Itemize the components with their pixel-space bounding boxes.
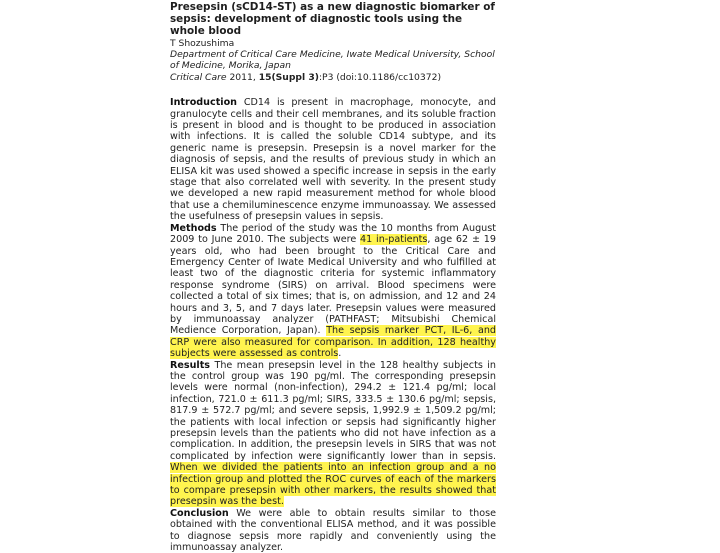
results-text-1: The mean presepsin level in the 128 healthy subjects in the control group was 190 pg/ml. The corresponding presepsin levels were normal (non-infection), 294.2 ± 121.4 pg/ml; local infection, 721.0 ± 611.3 pg/ml; SIRS, 333.5 ± 130.6 pg/ml; sepsis, 817.9 ± 572.7 pg/ml; and severe sepsis, 1,992.9 ± 1,509.2 pg/ml; the patients with local infection or sepsis had significantly higher presepsin levels than the patients who did not have infection as a complication. In addition, the presepsin levels in SIRS that was not complicated by infection were significantly lower than in sepsis. — [170, 359, 496, 462]
citation — [170, 72, 496, 83]
author-name: T Shozushima — [170, 37, 235, 49]
affiliation: Department of Critical Care Medicine, Iwate Medical University, School of Medicine, Morika, Japan — [170, 49, 495, 72]
methods-highlight-2: The sepsis marker PCT, IL-6, and CRP were also measured for comparison. In addition, 128 healthy subjects were assessed as controls — [170, 325, 496, 360]
conclusion-text: We were able to obtain results similar to those obtained with the conventional ELISA method, and it was possible to diagnose sepsis more rapidly and conveniently using the immunoassay analyzer. — [170, 507, 496, 553]
citation-journal: Critical Care — [170, 71, 227, 83]
conclusion-heading: Conclusion — [170, 507, 229, 519]
methods-highlight-1: 41 in-patients — [360, 234, 428, 246]
section-spacer — [170, 83, 496, 97]
introduction-text: CD14 is present in macrophage, monocyte, and granulocyte cells and their cell membranes, and its soluble fraction is present in blood and is thought to be produced in association with infections. It is called the soluble CD14 subtype, and its generic name is presepsin. Presepsin is a novel marker for the diagnosis of sepsis, and the results of previous study in which an ELISA kit was used showed a specific increase in sepsis in the early stage that also correlated well with severity. In the present study we developed a new rapid measurement method for whole blood that use a chemiluminescence enzyme immunoassay. We assessed the usefulness of presepsin values in sepsis. — [170, 97, 496, 223]
methods-section — [170, 223, 496, 360]
introduction-section — [170, 97, 496, 222]
results-highlight-1: When we divided the patients into an infection group and a no infection group and plotted the ROC curves of each of the markers to compare presepsin with other markers, the results showed that presepsin was the best. — [170, 462, 496, 508]
introduction-heading: Introduction — [170, 97, 237, 109]
citation-doi: :P3 (doi:10.1186/cc10372) — [318, 71, 442, 83]
citation-year: 2011, — [229, 71, 259, 83]
results-heading: Results — [170, 359, 211, 371]
citation-volume: 15(Suppl 3) — [258, 71, 319, 83]
paper-title: Presepsin (sCD14-ST) as a new diagnostic biomarker of sepsis: development of diagnostic tools using the whole blood — [170, 1, 495, 38]
paper-page — [170, 0, 497, 553]
methods-text-2: , age 62 ± 19 years old, who had been brought to the Critical Care and Emergency Center of Iwate Medical University and who fulfilled at least two of the diagnostic criteria for systemic inflammatory response syndrome (SIRS) on arrival. Blood specimens were collected a total of six times; that is, on admission, and 12 and 24 hours and 3, 5, and 7 days later. Presepsin values were measured by immunoassay analyzer (PATHFAST; Mitsubishi Chemical Medience Corporation, Japan). — [170, 234, 497, 337]
methods-text-3: . — [338, 348, 342, 360]
conclusion-section — [170, 508, 496, 553]
results-section — [170, 360, 496, 508]
methods-text-1: The period of the study was the 10 months from August 2009 to June 2010. The subjects were — [170, 222, 496, 246]
methods-heading: Methods — [170, 222, 217, 234]
